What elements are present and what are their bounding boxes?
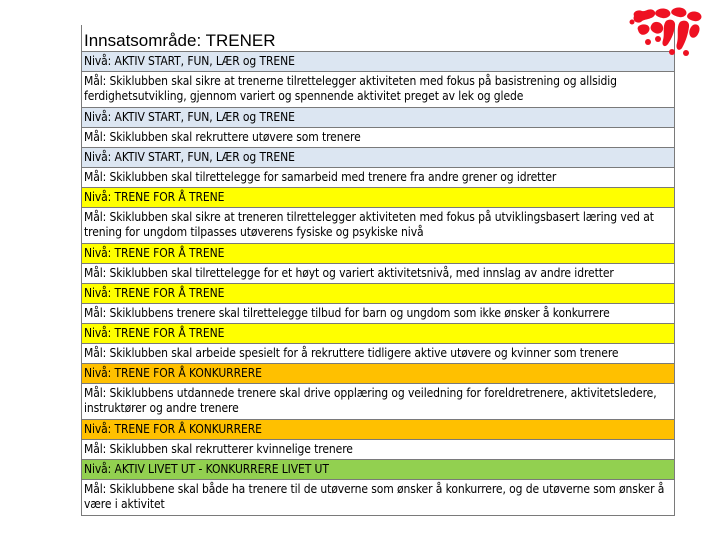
- goal-row: Mål: Skiklubben skal tilrettelegge for samarbeid med trenere fra andre grener og idretter: [82, 167, 674, 187]
- goal-row: Mål: Skiklubben skal rekrutterer kvinnelige trenere: [82, 439, 674, 459]
- goals-table: [81, 25, 675, 516]
- goal-row: Mål: Skiklubben skal tilrettelegge for et høyt og variert aktivitetsnivå, med innslag av andre idretter: [82, 263, 674, 283]
- page-title: Innsatsområde: TRENER: [84, 31, 276, 50]
- goal-row: Mål: Skiklubben skal sikre at treneren tilrettelegger aktiviteten med fokus på utviklingsbasert læring ved at trening for ungdom tilpasses utøverens fysiske og psykiske nivå: [82, 207, 674, 243]
- level-row: Nivå: TRENE FOR Å TRENE: [82, 283, 674, 303]
- goal-row: Mål: Skiklubbene skal både ha trenere til de utøverne som ønsker å konkurrere, og de utøverne som ønsker å være i aktivitet: [82, 479, 674, 515]
- goal-row: Mål: Skiklubbens trenere skal tilrettelegge tilbud for barn og ungdom som ikke ønsker å konkurrere: [82, 303, 674, 323]
- level-row: Nivå: AKTIV START, FUN, LÆR og TRENE: [82, 51, 674, 71]
- goal-row: Mål: Skiklubbens utdannede trenere skal drive opplæring og veiledning for foreldretrenere, aktivitetsledere, instruktører og andre trenere: [82, 383, 674, 419]
- level-row: Nivå: TRENE FOR Å TRENE: [82, 323, 674, 343]
- level-row: Nivå: TRENE FOR Å TRENE: [82, 187, 674, 207]
- level-row: Nivå: TRENE FOR Å KONKURRERE: [82, 419, 674, 439]
- goal-row: Mål: Skiklubben skal arbeide spesielt for å rekruttere tidligere aktive utøvere og kvinner som trenere: [82, 343, 674, 363]
- level-row: Nivå: AKTIV LIVET UT - KONKURRERE LIVET UT: [82, 459, 674, 479]
- ski-federation-logo: [628, 6, 706, 56]
- level-row: Nivå: AKTIV START, FUN, LÆR og TRENE: [82, 107, 674, 127]
- goal-row: Mål: Skiklubben skal sikre at trenerne tilrettelegger aktiviteten med fokus på basistrening og allsidig ferdighetsutvikling, gjennom variert og spennende aktivitet preget av lek og glede: [82, 71, 674, 107]
- level-row: Nivå: AKTIV START, FUN, LÆR og TRENE: [82, 147, 674, 167]
- goal-row: Mål: Skiklubben skal rekruttere utøvere som trenere: [82, 127, 674, 147]
- level-row: Nivå: TRENE FOR Å TRENE: [82, 243, 674, 263]
- level-row: Nivå: TRENE FOR Å KONKURRERE: [82, 363, 674, 383]
- table-rows: [82, 51, 674, 515]
